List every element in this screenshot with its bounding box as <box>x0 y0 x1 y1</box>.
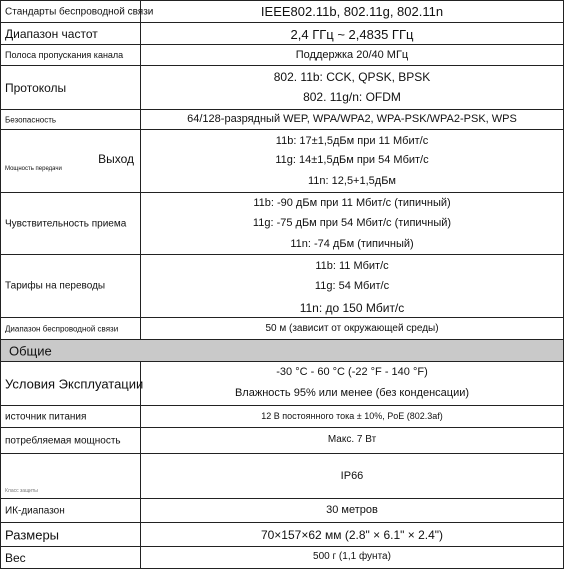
row-value: 11g: 54 Мбит/с <box>314 280 390 292</box>
row-value: 11n: до 150 Мбит/с <box>299 301 405 315</box>
spec-row-channel-bandwidth <box>1 45 563 66</box>
section-title: Общие <box>9 343 52 358</box>
row-value: 64/128-разрядный WEP, WPA/WPA2, WPA-PSK/WPA2-PSK, WPS <box>187 113 517 125</box>
row-label-cell <box>1 499 141 522</box>
spec-row-power-consumption <box>1 428 563 454</box>
row-value-cell <box>141 406 563 427</box>
spec-row-wireless-range <box>1 318 563 340</box>
spec-row-receive-sensitivity <box>1 193 563 255</box>
row-label-cell <box>1 110 141 129</box>
row-label: Протоколы <box>5 80 67 95</box>
row-value: 11n: 12,5+1,5дБм <box>308 175 396 187</box>
spec-row-ir-range <box>1 499 563 523</box>
row-value-cell <box>141 23 563 44</box>
spec-row-security <box>1 110 563 130</box>
row-value: Макс. 7 Вт <box>327 434 377 445</box>
row-label-cell <box>1 318 141 339</box>
spec-row-protection-class <box>1 454 563 499</box>
row-value-cell <box>141 318 563 339</box>
row-value-cell <box>141 45 563 65</box>
row-value: 11b: 11 Мбит/с <box>315 260 389 272</box>
row-value-cell <box>141 362 563 405</box>
row-label-cell <box>1 454 141 498</box>
spec-row-output-power <box>1 130 563 193</box>
row-label: ИК-диапазон <box>5 505 65 516</box>
spec-row-protocols <box>1 66 563 110</box>
row-label-cell <box>1 130 141 192</box>
row-label-cell <box>1 45 141 65</box>
section-header-general <box>1 340 563 362</box>
row-label-cell <box>1 362 144 405</box>
row-label: Выход <box>98 152 134 166</box>
spec-row-operating-conditions <box>1 362 563 406</box>
row-label: источник питания <box>5 411 87 422</box>
row-label: Диапазон частот <box>5 26 98 41</box>
row-label: Вес <box>5 550 26 565</box>
row-value: 11b: -90 дБм при 11 Мбит/с (типичный) <box>253 197 451 209</box>
row-value: 12 В постоянного тока ± 10%, PoE (802.3af) <box>261 411 443 421</box>
row-label-cell <box>1 547 141 568</box>
row-value: 70×157×62 мм (2.8" × 6.1" × 2.4") <box>260 528 444 542</box>
spec-row-dimensions <box>1 523 563 547</box>
row-label: Безопасность <box>5 115 57 124</box>
row-value-cell <box>141 66 563 109</box>
spec-row-power-supply <box>1 406 563 428</box>
row-label: Тарифы на переводы <box>5 280 106 292</box>
row-label: Стандарты беспроводной связи <box>5 6 154 17</box>
row-value: IP66 <box>340 470 364 482</box>
spec-row-transfer-rates <box>1 255 563 318</box>
row-label-cell <box>1 66 141 109</box>
row-value-cell <box>141 523 563 546</box>
row-label: Чувствительность приема <box>5 218 127 229</box>
row-label: потребляемая мощность <box>5 435 121 446</box>
row-sublabel: Мощность передачи <box>5 166 62 172</box>
row-value: 802. 11b: CCK, QPSK, BPSK <box>273 70 431 84</box>
row-value: 500 г (1,1 фунта) <box>313 551 391 562</box>
row-value: 11b: 17±1,5дБм при 11 Мбит/с <box>275 135 429 147</box>
row-value: 11g: 14±1,5дБм при 54 Мбит/с <box>275 154 429 166</box>
row-value: Влажность 95% или менее (без конденсации) <box>234 387 470 399</box>
row-value-cell <box>141 255 563 317</box>
row-value-cell <box>141 547 563 568</box>
row-label-cell <box>1 193 141 254</box>
row-value: Поддержка 20/40 МГц <box>295 49 409 61</box>
row-label: Класс защиты <box>5 488 38 494</box>
row-value-cell <box>141 130 563 192</box>
spec-row-weight <box>1 547 563 568</box>
row-label-cell <box>1 406 141 427</box>
spec-row-frequency-range <box>1 23 563 45</box>
row-value: 50 м (зависит от окружающей среды) <box>265 323 439 334</box>
row-label: Условия Эксплуатации <box>5 376 144 391</box>
row-value: IEEE802.11b, 802.11g, 802.11n <box>260 4 444 19</box>
row-value-cell <box>141 499 563 522</box>
row-value-cell <box>141 428 563 453</box>
row-value: 11n: -74 дБм (типичный) <box>290 238 414 250</box>
row-label-cell <box>1 523 141 546</box>
row-value-cell <box>141 1 563 22</box>
row-label: Полоса пропускания канала <box>5 50 124 60</box>
row-label: Размеры <box>5 527 60 542</box>
row-value: 802. 11g/n: OFDM <box>303 90 401 104</box>
row-label-cell <box>1 1 154 22</box>
row-label-cell <box>1 428 141 453</box>
row-value: 11g: -75 дБм при 54 Мбит/с (типичный) <box>252 217 452 229</box>
row-value: 2,4 ГГц ~ 2,4835 ГГц <box>290 27 414 42</box>
row-value: 30 метров <box>326 504 378 516</box>
row-value: -30 °C - 60 °C (-22 °F - 140 °F) <box>276 366 428 378</box>
row-value-cell <box>141 110 563 129</box>
row-label: Диапазон беспроводной связи <box>5 324 119 333</box>
row-label-cell <box>1 255 141 317</box>
row-value-cell <box>141 454 563 498</box>
spec-row-wireless-standards <box>1 1 563 23</box>
row-value-cell <box>141 193 563 254</box>
row-label-cell <box>1 23 141 44</box>
